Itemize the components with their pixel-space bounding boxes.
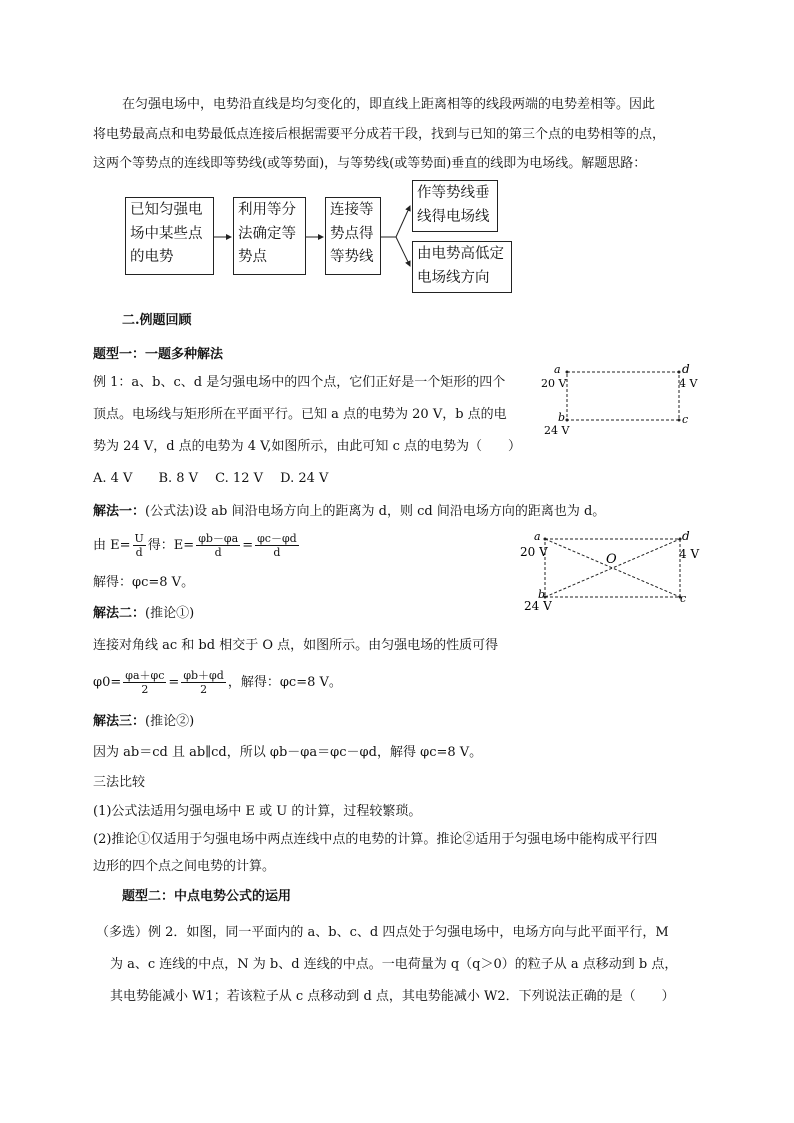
fig1-label-d: d [682,362,690,376]
figure-1-rectangle [536,360,706,440]
sol3-tag: (推论②) [145,714,195,729]
compare-p2b: 边形的四个点之间电势的计算。 [93,859,276,874]
intro-line-2: 将电势最高点和电势最低点连接后根据需要平分成若干段，找到与已知的第三个点的电势相等的点， [93,127,666,142]
fig2-label-vd: 4 V [679,547,700,561]
flow-box-3-line: 势点得 [330,225,374,242]
sol1-result: 解得：φc=8 V。 [93,575,195,590]
sol1-formula [93,532,301,560]
sol1-formula-mid: 得：E= [147,538,195,553]
fig1-label-c: c [682,413,689,426]
frac-num: φa＋φc [125,669,165,682]
fig2-label-a: a [534,530,541,543]
sol2-line [93,605,194,623]
sol3-text: 因为 ab＝cd 且 ab∥cd，所以 φb－φa＝φc－φd，解得 φc=8 V。 [93,745,483,760]
flow-box-4-line: 线得电场线 [417,208,490,225]
fraction-u-over-d [133,532,146,559]
sol2-title: 解法二： [93,606,146,621]
fig2-label-b: b [538,588,546,601]
flow-box-1-line: 场中某些点 [130,225,203,242]
flow-arrows [0,0,794,320]
ex1-line-1: 例 1：a、b、c、d 是匀强电场中的四个点，它们正好是一个矩形的四个 [93,375,506,390]
sol1-title: 解法一： [93,504,146,519]
fig2-label-c: c [680,592,687,605]
frac-num: U [134,532,144,545]
sol2-text: 连接对角线 ac 和 bd 相交于 O 点，如图所示。由匀强电场的性质可得 [93,638,499,653]
flow-box-3-line: 连接等 [330,202,374,218]
section-heading: 二.例题回顾 [122,313,192,328]
arrow-up [396,206,410,237]
compare-title: 三法比较 [93,775,146,790]
frac-num: φb＋φd [183,669,224,682]
frac-num: φc－φd [257,532,297,545]
frac-den: d [273,546,281,559]
frac-den: 2 [200,683,208,696]
intro-line-1: 在匀强电场中，电势沿直线是均匀变化的，即直线上距离相等的线段两端的电势差相等。因此 [122,97,656,112]
frac-num: φb－φa [198,532,239,545]
ex2-line-2: 为 a、c 连线的中点，N 为 b、d 连线的中点。一电荷量为 q（q＞0）的粒子从 a 点移动到 b 点， [110,957,678,972]
fig1-label-vb: 24 V [544,424,570,437]
sol1-line [93,503,605,521]
fig1-label-vd: 4 V [679,377,698,390]
compare-p2a: (2)推论①仅适用于匀强电场中两点连线中点的电势的计算。推论②适用于匀强电场中能构成平行四 [93,832,658,847]
fig2-label-vb: 24 V [524,599,552,612]
sol2-formula [93,666,342,700]
flow-box-2-line: 法确定等 [238,225,296,242]
sol2-tag: (推论①) [145,606,195,621]
figure-2-rectangle-diagonals [516,528,706,612]
flow-box-2-line: 利用等分 [238,202,296,218]
fraction-bd [181,669,226,696]
arrow-down [396,237,410,266]
fig2-label-d: d [682,529,690,543]
flow-box-2-line: 势点 [238,249,267,265]
frac-den: d [214,546,222,559]
fig1-label-va: 20 V [541,377,567,390]
fig1-label-a: a [554,363,561,376]
flow-box-1-line: 的电势 [130,249,174,265]
ex2-line-1: （多选）例 2．如图，同一平面内的 a、b、c、d 四点处于匀强电场中，电场方向与此平面平行，M [96,925,669,940]
fig1-label-b: b [558,411,566,424]
frac-den: 2 [141,683,149,696]
flow-box-1-line: 已知匀强电 [130,202,203,218]
sol2-result: ，解得：φc=8 V。 [227,675,342,690]
sol3-title: 解法三： [93,714,146,729]
flow-box-5-line: 电场线方向 [417,269,490,286]
fig2-label-va: 20 V [520,545,548,559]
fig2-label-o: O [606,552,617,567]
sol3-line [93,713,194,731]
ex1-line-3: 势为 24 V，d 点的电势为 4 V,如图所示，由此可知 c 点的电势为（ ） [93,439,521,454]
fraction-ac [123,669,166,696]
flow-box-5-line: 由电势高低定 [417,246,504,262]
fraction-1 [196,532,240,559]
type2-heading: 题型二：中点电势公式的运用 [122,889,292,904]
frac-den: d [135,546,143,559]
equals-sign: = [168,675,180,690]
sol2-phi0: φ0= [93,675,122,690]
flow-box-3-line: 等势线 [330,249,374,265]
type1-heading: 题型一：一题多种解法 [93,347,224,362]
fraction-2 [255,532,299,559]
sol1-formula-prefix: 由 E= [93,538,131,553]
compare-p1: (1)公式法适用匀强电场中 E 或 U 的计算，过程较繁琐。 [93,804,422,819]
ex2-line-3: 其电势能减小 W1；若该粒子从 c 点移动到 d 点，其电势能减小 W2．下列说法正确的是（ ） [110,989,675,1004]
equals-sign: = [242,538,254,553]
intro-line-3: 这两个等势点的连线即等势线(或等势面)，与等势线(或等势面)垂直的线即为电场线。解题思路： [93,156,647,171]
ex1-options: A. 4 V B. 8 V C. 12 V D. 24 V [93,471,329,486]
flow-box-4-line: 作等势线垂 [417,185,490,201]
ex1-line-2: 顶点。电场线与矩形所在平面平行。已知 a 点的电势为 20 V，b 点的电 [93,407,507,422]
sol1-text: (公式法)设 ab 间沿电场方向上的距离为 d，则 cd 间沿电场方向的距离也为 d。 [145,504,606,519]
